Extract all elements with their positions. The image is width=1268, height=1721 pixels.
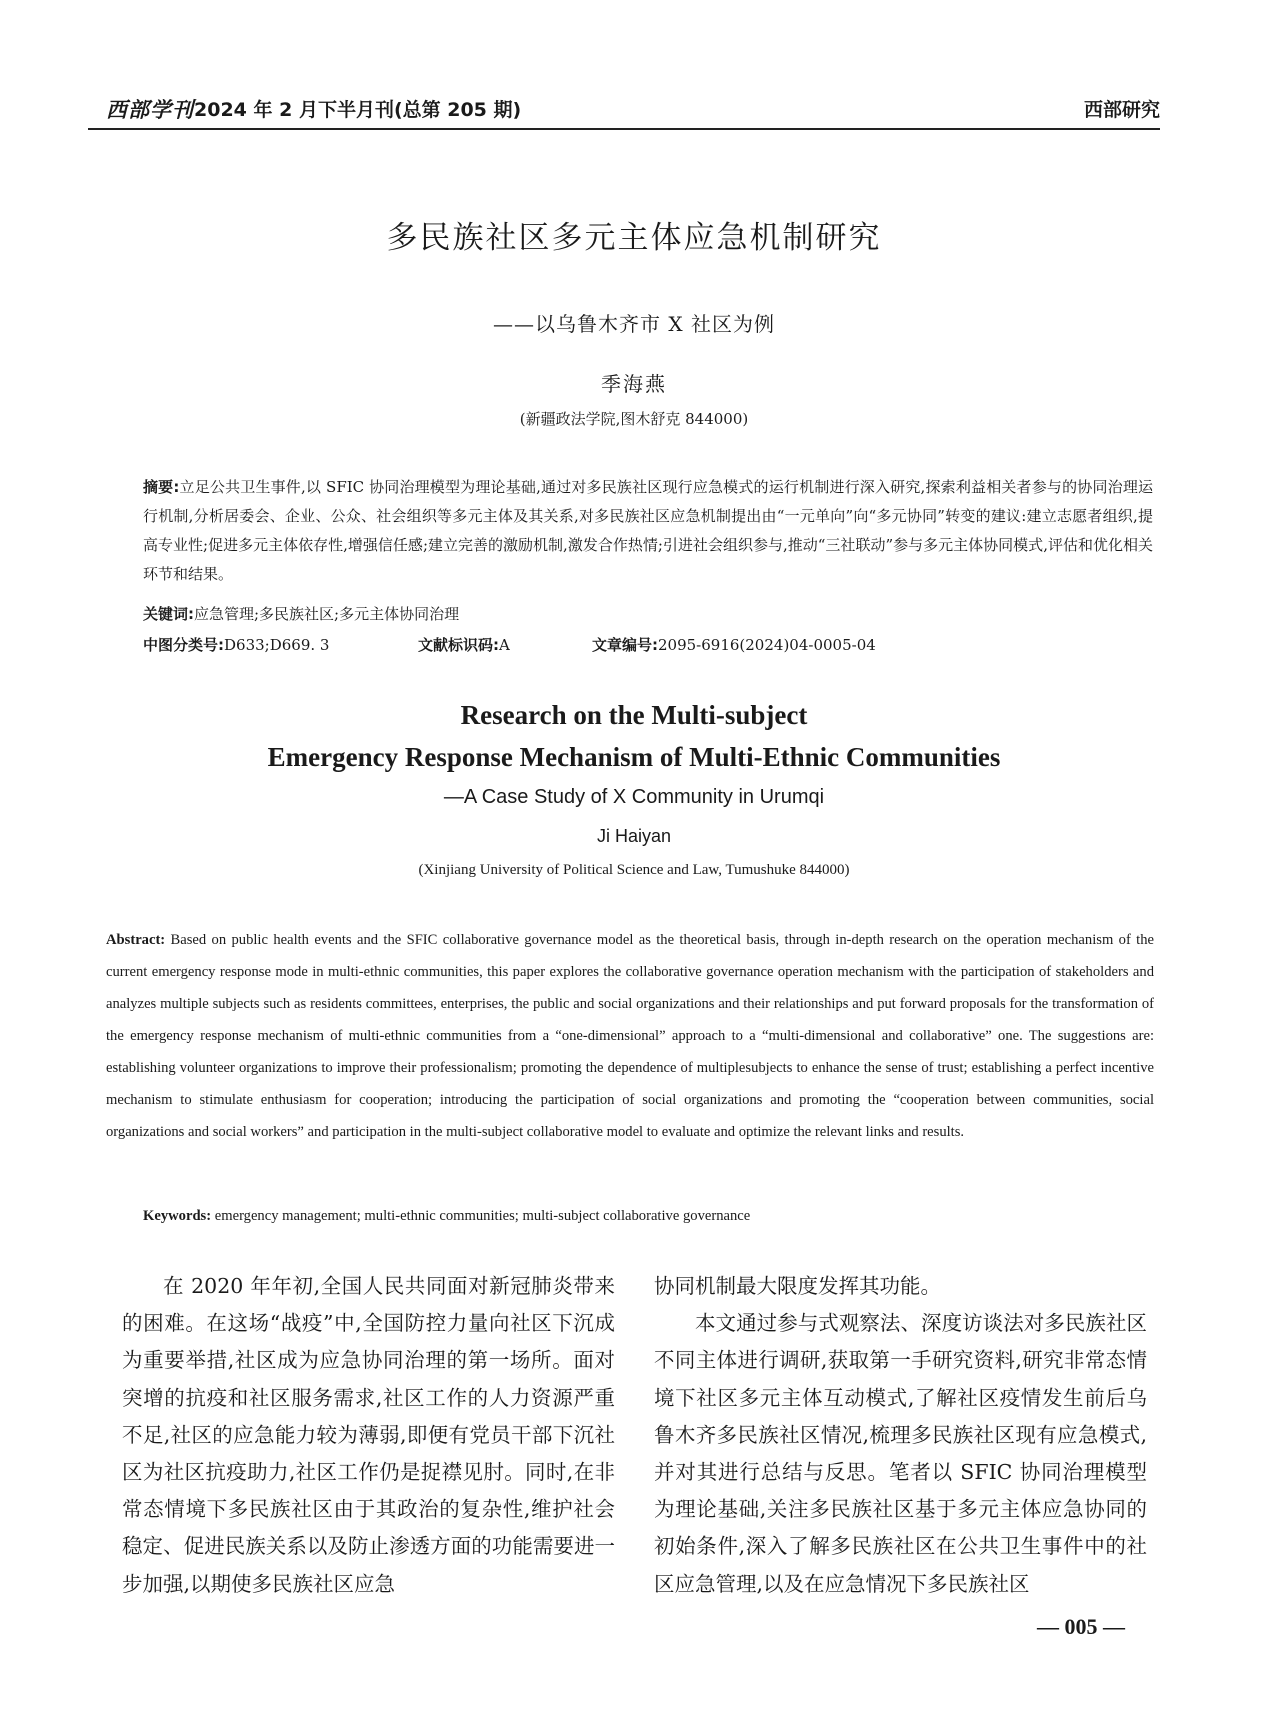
journal-name: 西部学刊 — [106, 98, 194, 122]
body-column-left — [122, 1268, 615, 1603]
abstract-cn — [143, 473, 1153, 589]
keywords-cn — [143, 603, 459, 624]
page-number: — 005 — — [1037, 1614, 1125, 1639]
abstract-cn-label: 摘要: — [143, 478, 180, 496]
keywords-en-label: Keywords: — [143, 1208, 212, 1224]
article-number — [592, 634, 876, 655]
keywords-en-text: emergency management; multi-ethnic communities; multi-subject collaborative governance — [211, 1208, 751, 1224]
body-paragraph: 在 2020 年年初,全国人民共同面对新冠肺炎带来的困难。在这场“战疫”中,全国防控力量向社区下沉成为重要举措,社区成为应急协同治理的第一场所。面对突增的抗疫和社区服务需求,社区工作的人力资源严重不足,社区的应急能力较为薄弱,即便有党员干部下沉社区为社区抗疫助力,社区工作仍是捉襟见肘。同时,在非常态情境下多民族社区由于其政治的复杂性,维护社会稳定、促进民族关系以及防止渗透方面的功能需要进一步加强,以期使多民族社区应急 — [122, 1274, 615, 1596]
title-cn: 多民族社区多元主体应急机制研究 — [386, 220, 882, 256]
running-header — [88, 90, 1160, 130]
keywords-en — [143, 1208, 750, 1225]
keywords-cn-text: 应急管理;多民族社区;多元主体协同治理 — [194, 605, 460, 623]
author-en: Ji Haiyan — [596, 826, 672, 846]
abstract-en — [106, 924, 1154, 1148]
clc-number — [143, 634, 329, 655]
subtitle-en: —A Case Study of X Community in Urumqi — [443, 786, 825, 808]
title-en-line2: Emergency Response Mechanism of Multi-Ethnic Communities — [267, 742, 1001, 772]
doc-code-label: 文献标识码: — [418, 636, 499, 654]
abstract-en-text: Based on public health events and the SFIC collaborative governance model as the theoretical basis, through in-depth research on the operation mechanism of the current emergency response mode in multi-ethnic communities, this paper explores the collaborative governance operation mechanism with the participation of stakeholders and analyzes multiple subjects such as residents committees, enterprises, the public and social organizations and their relationships and put forward proposals for the transformation of the emergency response mechanism of multi-ethnic communities from a “one-dimensional” approach to a “multi-dimensional and collaborative” one. The suggestions are: establishing volunteer organizations to improve their professionalism; promoting the dependence of multiplesubjects to enhance the sense of trust; establishing a perfect incentive mechanism to stimulate enthusiasm for cooperation; introducing the participation of social organizations and promoting the “cooperation between communities, social organizations and social workers” and participation in the multi-subject collaborative model to evaluate and optimize the relevant links and results. — [106, 932, 1154, 1140]
title-en-line1: Research on the Multi-subject — [460, 700, 808, 730]
subtitle-cn: ——以乌鲁木齐市 X 社区为例 — [493, 312, 775, 336]
section-name: 西部研究 — [1083, 99, 1160, 121]
doc-code-value: A — [499, 636, 510, 654]
abstract-en-label: Abstract: — [106, 932, 166, 948]
article-number-label: 文章编号: — [592, 636, 658, 654]
affiliation-en: (Xinjiang University of Political Science and Law, Tumushuke 844000) — [418, 862, 850, 878]
keywords-cn-label: 关键词: — [143, 605, 194, 623]
abstract-cn-text: 立足公共卫生事件,以 SFIC 协同治理模型为理论基础,通过对多民族社区现行应急模式的运行机制进行深入研究,探索利益相关者参与的协同治理运行机制,分析居委会、企业、公众、社会组织等多元主体及其关系,对多民族社区应急机制提出由“一元单向”向“多元协同”转变的建议:建立志愿者组织,提高专业性;促进多元主体依存性,增强信任感;建立完善的激励机制,激发合作热情;引进社会组织参与,推动“三社联动”参与多元主体协同模式,评估和优化相关环节和结果。 — [143, 478, 1153, 583]
clc-label: 中图分类号: — [143, 636, 224, 654]
article-number-value: 2095-6916(2024)04-0005-04 — [658, 636, 876, 654]
body-paragraph: 协同机制最大限度发挥其功能。 — [654, 1274, 941, 1298]
author-cn: 季海燕 — [601, 372, 667, 396]
affiliation-cn: (新疆政法学院,图木舒克 844000) — [519, 410, 749, 428]
clc-value: D633;D669. 3 — [224, 636, 330, 654]
body-column-right — [654, 1268, 1147, 1603]
issue-info: 2024 年 2 月下半月刊(总第 205 期) — [194, 99, 522, 121]
body-paragraph: 本文通过参与式观察法、深度访谈法对多民族社区不同主体进行调研,获取第一手研究资料,研究非常态情境下社区多元主体互动模式,了解社区疫情发生前后乌鲁木齐多民族社区情况,梳理多民族社区现有应急模式,并对其进行总结与反思。笔者以 SFIC 协同治理模型为理论基础,关注多民族社区基于多元主体应急协同的初始条件,深入了解多民族社区在公共卫生事件中的社区应急管理,以及在应急情况下多民族社区 — [654, 1311, 1147, 1596]
doc-code — [418, 634, 510, 655]
